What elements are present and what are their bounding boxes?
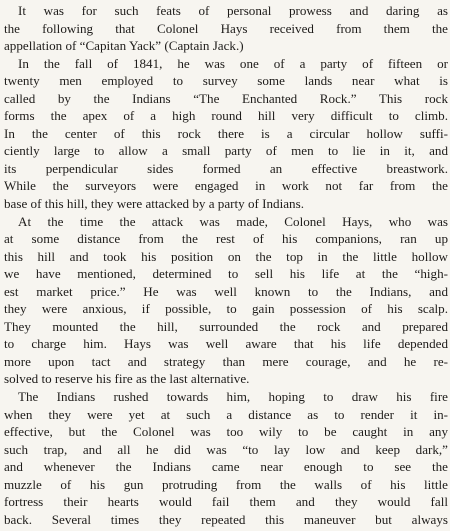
text-line: more upon tact and strategy than mere courage, and he re- bbox=[4, 353, 448, 369]
text-line: called by the Indians “The Enchanted Rock.” This rock bbox=[4, 90, 448, 106]
text-line: base of this hill, they were attacked by a party of Indians. bbox=[4, 196, 304, 212]
text-line: At the time the attack was made, Colonel Hays, who was bbox=[18, 213, 448, 229]
text-line: In the fall of 1841, he was one of a party of fifteen or bbox=[18, 55, 448, 71]
text-line: the following that Colonel Hays received from them the bbox=[4, 20, 448, 36]
text-line: forms the apex of a high round hill very difficult to climb. bbox=[4, 108, 448, 124]
text-line: we have mentioned, determined to sell his life at the “high- bbox=[4, 266, 448, 282]
text-line: appellation of “Capitan Yack” (Captain Jack.) bbox=[4, 38, 244, 54]
text-line: It was for such feats of personal prowess and daring as bbox=[18, 3, 448, 18]
text-line: they were anxious, if possible, to gain possession of his scalp. bbox=[4, 301, 448, 317]
text-line: fortress their hearts would fail them and they would fall bbox=[4, 494, 448, 510]
text-line: when they were yet at such a distance as to render it in- bbox=[4, 406, 448, 422]
text-line: back. Several times they repeated this maneuver but always bbox=[4, 511, 448, 527]
text-line: twenty men employed to survey some lands near what is bbox=[4, 73, 448, 89]
article-text bbox=[4, 2, 448, 528]
text-line: They mounted the hill, surrounded the rock and prepared bbox=[4, 318, 448, 334]
text-line: solved to reserve his fire as the last alternative. bbox=[4, 371, 250, 387]
text-line: at some distance from the rest of his companions, ran up bbox=[4, 231, 448, 247]
text-line: effective, but the Colonel was too wily to be caught in any bbox=[4, 424, 448, 440]
text-line: this hill and took his position on the top in the little hollow bbox=[4, 248, 448, 264]
text-line: to charge him. Hays was well aware that his life depended bbox=[4, 336, 448, 352]
text-line: such trap, and all he did was “to lay low and keep dark,” bbox=[4, 441, 448, 457]
text-line: The Indians rushed towards him, hoping to draw his fire bbox=[18, 389, 448, 405]
text-line: ciently large to allow a small party of men to lie in it, and bbox=[4, 143, 448, 159]
text-line: est market price.” He was well known to the Indians, and bbox=[4, 283, 448, 299]
text-line: muzzle of his gun protruding from the walls of his little bbox=[4, 476, 448, 492]
text-line: its perpendicular sides formed an effective breastwork. bbox=[4, 160, 448, 176]
text-line: While the surveyors were engaged in work not far from the bbox=[4, 178, 448, 194]
text-line: and whenever the Indians came near enough to see the bbox=[4, 459, 448, 475]
text-line: In the center of this rock there is a circular hollow suffi- bbox=[4, 125, 448, 141]
